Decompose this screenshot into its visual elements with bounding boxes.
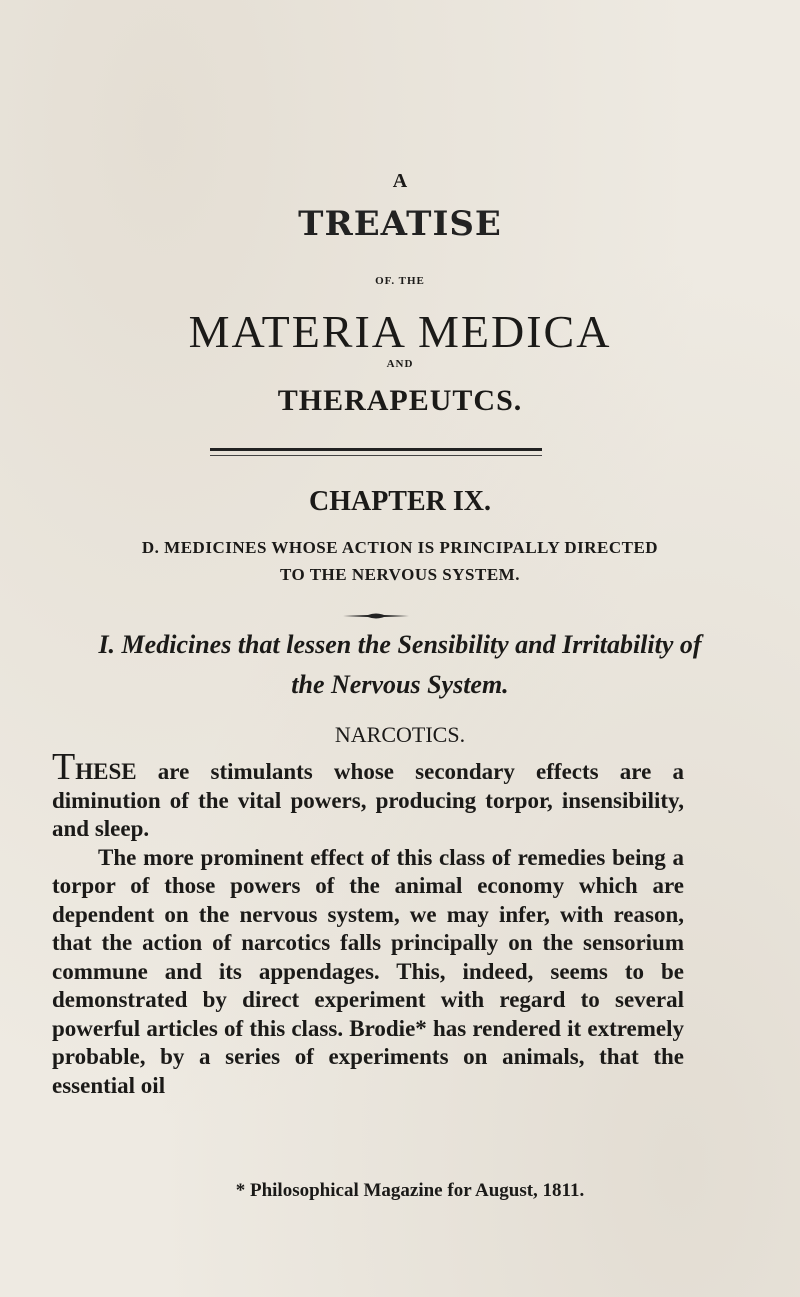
section-heading-line2: the Nervous System. (291, 670, 509, 699)
title-treatise: TREATISE (298, 204, 502, 244)
title-of-the: OF. THE (375, 275, 425, 287)
division-heading-line2: TO THE NERVOUS SYSTEM. (280, 565, 520, 584)
drop-cap: T (52, 746, 76, 788)
title-therapeutcs: THERAPEUTCS. (277, 384, 523, 417)
first-word-rest: HESE (75, 759, 137, 784)
division-heading-line1: D. MEDICINES WHOSE ACTION IS PRINCIPALLY DIRECTED (141, 538, 659, 557)
body-text (52, 746, 684, 1100)
title-materia-medica: MATERIA MEDICA (188, 306, 612, 357)
paragraph-1-text: are stimulants whose secondary effects are a diminution of the vital powers, producing torpor, insensibility, and sleep. (52, 759, 684, 841)
subheading-narcotics: NARCOTICS. (334, 722, 466, 747)
double-rule-thick (210, 448, 542, 451)
paragraph-2: The more prominent effect of this class of remedies being a torpor of those powers of the animal economy which are dependent on the nervous system, we may infer, with reason, that the action of narcotics falls principally on the sensorium commune and its appendages. This, indeed, seems to be demonstrated by direct experiment with regard to several powerful articles of this class. Brodie* has rendered it extremely probable, by a series of experiments on animals, that the essential oil (52, 844, 684, 1098)
footnote (0, 1180, 800, 1202)
paragraph-1 (52, 746, 684, 844)
chapter-heading: CHAPTER IX. (308, 486, 491, 517)
title-article: A (392, 170, 408, 192)
ornament-rule-icon (343, 612, 409, 620)
double-rule-thin (210, 455, 542, 456)
title-and: AND (386, 358, 414, 370)
footnote-text: * Philosophical Magazine for August, 1811. (235, 1180, 585, 1201)
section-heading-line1: I. Medicines that lessen the Sensibility and Irritability of (98, 630, 702, 659)
